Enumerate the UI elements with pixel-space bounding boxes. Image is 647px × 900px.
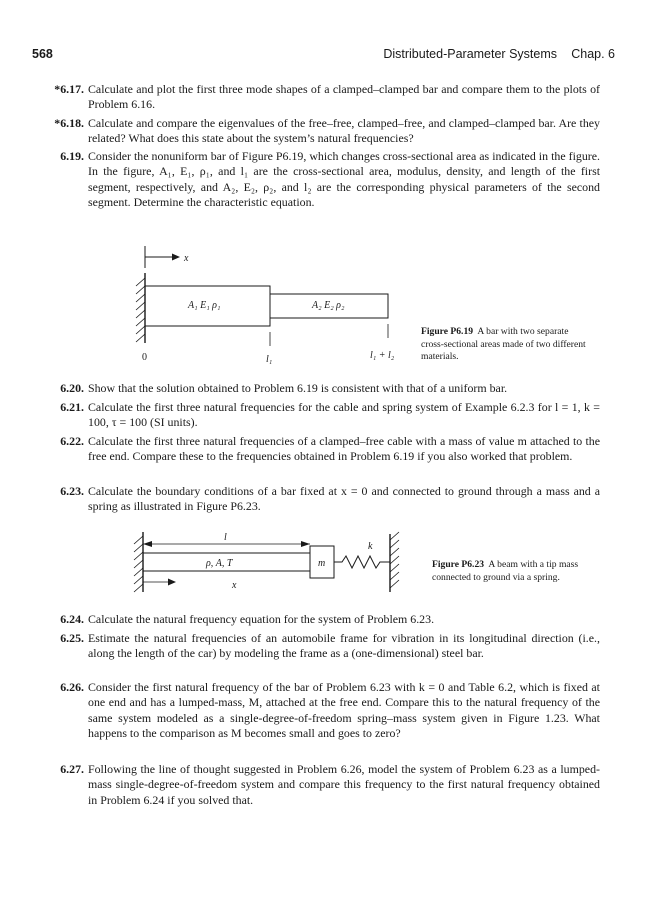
page-header [32,47,615,65]
problem-number: 6.26. [60,680,84,694]
tick-l1l2-label: l₁ + l₂ [370,350,395,361]
problem-text: Calculate the natural frequency equation for the system of Problem 6.23. [88,612,435,626]
spring-zigzag [334,556,390,568]
problem-6-22 [60,434,600,465]
figure-p6-19-caption [421,326,591,364]
left-wall-hatching [134,536,143,592]
problem-6-27 [60,762,600,808]
problem-6-19 [60,149,600,210]
problem-text: Calculate and compare the eigenvalues of the free–free, clamped–free, and clamped–clamped bar. Are they related? What does this state about the system’s natural frequencies? [88,116,600,146]
figure-p6-19-diagram [130,240,420,370]
problem-6-24 [60,612,600,627]
wall-hatching [136,278,145,342]
section-title: Distributed-Parameter Systems [383,47,557,61]
problem-6-26 [60,680,600,741]
tick-l1-label: l₁ [266,354,273,365]
problem-number: 6.23. [60,484,84,498]
mass-label: m [318,558,326,569]
problem-number: *6.17. [54,82,84,96]
tick-0-label: 0 [142,352,147,363]
problem-6-20 [60,381,600,396]
problem-6-17 [54,82,600,113]
caption-text: A beam with a tip mass connected to ground via a spring. [432,559,579,583]
problem-number: 6.27. [60,762,84,776]
length-arrowhead-right [301,541,310,547]
figure-p6-23-diagram [128,526,428,606]
right-wall-hatching [390,532,399,588]
problem-text: Calculate the boundary conditions of a bar fixed at x = 0 and connected to ground through a mass and a spring as illustrated in Figure P6.23. [88,484,600,514]
problem-number: 6.21. [60,400,84,414]
figure-p6-23-caption [432,559,592,584]
problem-number: 6.19. [60,149,84,163]
problem-number: 6.20. [60,381,84,395]
page-number: 568 [32,47,53,61]
x-axis-arrowhead [168,579,176,586]
problem-text: Calculate the first three natural frequencies for the cable and spring system of Example 6.2.3 for l = 1, k = 100, τ = 100 (SI units). [88,400,600,430]
problem-6-21 [60,400,600,431]
length-arrowhead-left [143,541,152,547]
x-axis-label: x [232,580,237,591]
axis-arrowhead [172,254,180,261]
problem-number: 6.24. [60,612,84,626]
problem-6-25 [60,631,600,662]
problem-text: Consider the first natural frequency of the bar of Problem 6.23 with k = 0 and Table 6.2, which is fixed at one end and has a lumped-mass, M, attached at the free end. Compare this to the natural frequency of the same system modeled as a single-degree-of-freedom spring–mass system given in Figure 1.23. What happens to the comparison as M becomes small and goes to zero? [88,680,600,740]
caption-text: A bar with two separate cross-sectional areas made of two different materials. [421,326,586,363]
segment-1-label: A₁ E₁ ρ₁ [188,300,221,311]
chapter-label: Chap. 6 [571,47,615,61]
problem-text: Following the line of thought suggested in Problem 6.26, model the system of Problem 6.23 as a lumped-mass single-degree-of-freedom system and compare this frequency to the first natural frequency obtained in Problem 6.24 if you solved that. [88,762,600,807]
problem-text: Calculate the first three natural frequencies of a clamped–free cable with a mass of value m attached to the free end. Compare these to the frequencies obtained in Problem 6.19 if you also worked that problem. [88,434,600,464]
spring-label: k [368,541,373,552]
length-label: l [224,532,227,543]
problem-number: *6.18. [54,116,84,130]
axis-label: x [184,253,189,264]
problem-6-23 [60,484,600,515]
problem-number: 6.25. [60,631,84,645]
caption-label: Figure P6.23 [432,559,485,570]
problem-text: Consider the nonuniform bar of Figure P6.19, which changes cross-sectional area as indicated in the figure. In the figure, A₁, E₁, ρ₁, and l₁ are the cross-sectional area, modulus, density, and length of the first segment, respectively, and A₂, E₂, ρ₂, and l₂ are the corresponding physical parameters of the second segment. Determine the characteristic equation. [88,149,600,209]
problem-text: Estimate the natural frequencies of an automobile frame for vibration in its longitudinal direction (i.e., along the length of the car) by modeling the frame as a (one-dimensional) steel bar. [88,631,600,661]
segment-2-label: A₂ E₂ ρ₂ [312,300,345,311]
caption-label: Figure P6.19 [421,326,474,337]
problem-text: Show that the solution obtained to Problem 6.19 is consistent with that of a uniform bar. [88,381,508,395]
problem-number: 6.22. [60,434,84,448]
problem-text: Calculate and plot the first three mode shapes of a clamped–clamped bar and compare them to the plots of Problem 6.16. [88,82,600,112]
problem-6-18 [54,116,600,147]
bar-label: ρ, A, T [206,558,233,569]
